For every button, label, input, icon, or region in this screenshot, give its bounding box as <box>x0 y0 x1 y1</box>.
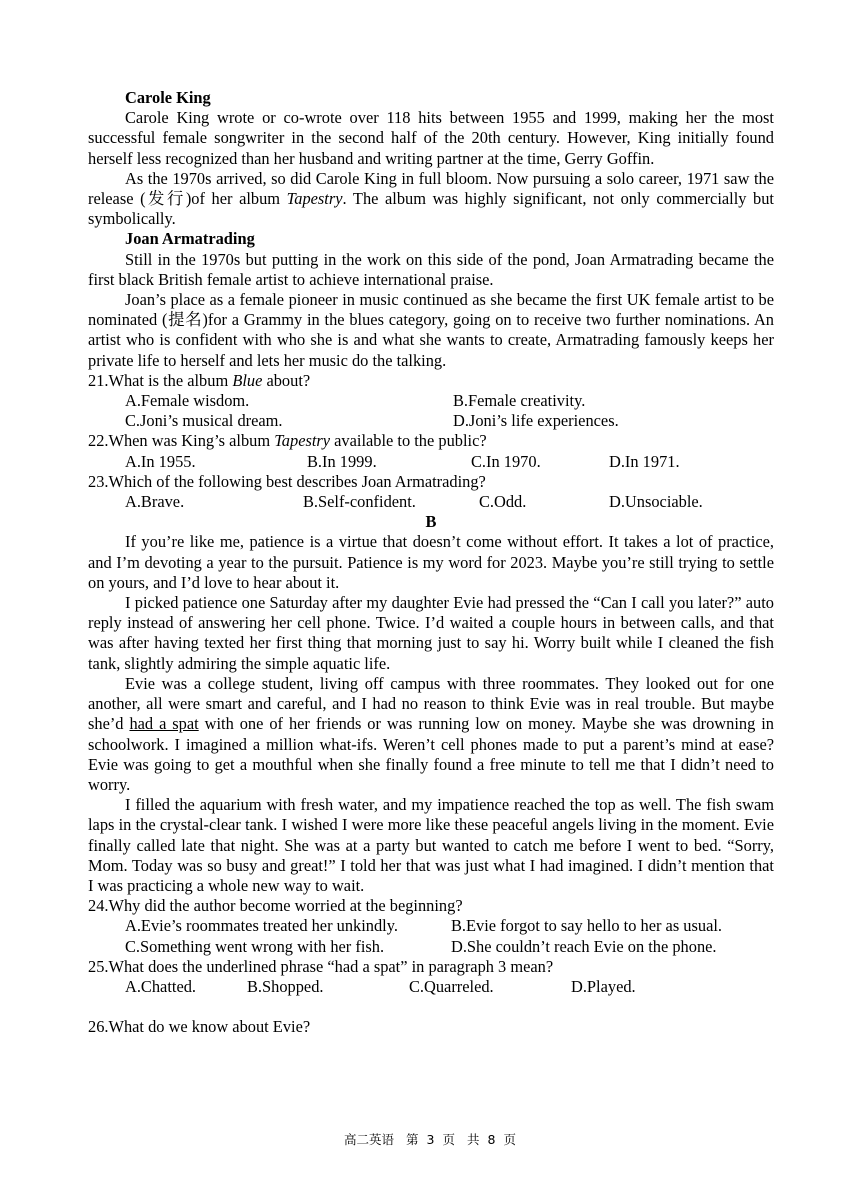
option-d[interactable]: D.Unsociable. <box>609 492 703 512</box>
option-d[interactable]: D.In 1971. <box>609 451 680 471</box>
option-d[interactable]: D.Played. <box>571 976 636 996</box>
album-title: Tapestry <box>274 431 331 451</box>
option-c[interactable]: C.In 1970. <box>471 451 541 471</box>
options-row <box>88 916 774 936</box>
section-b-label: B <box>425 512 437 532</box>
paragraph: Carole King wrote or co-wrote over 118 hits between 1955 and 1999, making her the most successful female songwriter in the second half of the 20th century. However, King initially found herself less recognized than her husband and writing partner at the time, Gerry Goffin. <box>88 108 774 168</box>
option-d[interactable]: D.She couldn’t reach Evie on the phone. <box>451 936 717 956</box>
question-26: 26.What do we know about Evie? <box>88 1017 311 1037</box>
text-run: . The album was highly significant, not only commercially but symbolically. <box>88 189 774 229</box>
question-23: 23.Which of the following best describes Joan Armatrading? <box>88 471 486 491</box>
text-run: 22.When was King’s album <box>88 431 275 451</box>
text-run: Evie was a college student, living off campus with three roommates. They looked out for one another, all were smart and careful, and I had no reason to think Evie was in real trouble. But maybe she’d <box>88 673 774 734</box>
album-title: Tapestry <box>286 189 343 209</box>
paragraph: I picked patience one Saturday after my daughter Evie had pressed the “Can I call you later?” auto reply instead of answering her cell phone. Twice. I’d waited a couple hours in between calls, and that was after having texted her first thing that morning just to say hi. Worry built while I cleaned the fish tank, slightly admiring the simple aquatic life. <box>88 593 774 673</box>
paragraph: If you’re like me, patience is a virtue that doesn’t come without effort. It takes a lot of practice, and I’m devoting a year to the pursuit. Patience is my word for 2023. Maybe you’re still trying to settle on yours, and I’d love to hear about it. <box>88 532 774 592</box>
option-b[interactable]: B.Evie forgot to say hello to her as usual. <box>451 916 723 936</box>
page-content <box>88 88 774 1037</box>
text-run: available to the public? <box>330 431 487 451</box>
options-row <box>88 937 774 957</box>
text-run: 21.What is the album <box>88 370 233 390</box>
footer-total-number: 8 <box>487 1132 496 1147</box>
footer-page-number: 3 <box>426 1132 435 1147</box>
option-a[interactable]: A.In 1955. <box>125 451 196 471</box>
footer-course: 高二英语 <box>344 1132 395 1147</box>
option-a[interactable]: A.Evie’s roommates treated her unkindly. <box>125 916 398 936</box>
option-a[interactable]: A.Female wisdom. <box>125 391 250 411</box>
option-b[interactable]: B.Self-confident. <box>303 492 416 512</box>
paragraph: Still in the 1970s but putting in the work on this side of the pond, Joan Armatrading became the first black British female artist to achieve international praise. <box>88 249 774 289</box>
question-24: 24.Why did the author become worried at the beginning? <box>88 896 463 916</box>
footer-page-suffix: 页 <box>442 1132 455 1147</box>
option-c[interactable]: C.Something went wrong with her fish. <box>125 936 385 956</box>
paragraph: I filled the aquarium with fresh water, and my impatience reached the top as well. The fish swam laps in the crystal-clear tank. I wished I were more like these peaceful angels living in the moment. Evie finally called late that night. She was at a party but wanted to catch me before I went to bed. “Sorry, Mom. Today was so busy and great!” I told her that was just what I had imagined. I didn’t mention that I was practicing a whole new way to wait. <box>88 795 774 895</box>
option-b[interactable]: B.Female creativity. <box>453 391 586 411</box>
album-title: Blue <box>232 370 263 390</box>
option-c[interactable]: C.Quarreled. <box>409 976 494 996</box>
option-b[interactable]: B.In 1999. <box>307 451 377 471</box>
paragraph: Joan’s place as a female pioneer in music continued as she became the first UK female artist to be nominated (提名)for a Grammy in the blues category, going on to receive two further nominations. An artist who is confident with who she is and what she wants to create, Armatrading famously keeps her private life to herself and lets her music do the talking. <box>88 290 774 370</box>
text-run: with one of her friends or was running low on money. Maybe she was drowning in schoolwork. I imagined a million what-ifs. Weren’t cell phones made to put a parent’s mind at ease? Evie was going to get a mouthful when she finally found a free minute to tell me that I didn’t need to worry. <box>88 714 774 794</box>
underlined-phrase: had a spat <box>129 714 199 734</box>
text-run: about? <box>262 370 311 390</box>
page-footer <box>0 1130 860 1148</box>
options-row <box>88 977 774 997</box>
footer-total-prefix: 共 <box>466 1132 480 1147</box>
question-22 <box>88 431 774 451</box>
option-c[interactable]: C.Joni’s musical dream. <box>125 411 283 431</box>
options-row <box>88 452 774 472</box>
options-row <box>88 411 774 431</box>
options-row <box>88 492 774 512</box>
footer-page-prefix: 第 <box>406 1132 419 1147</box>
paragraph <box>88 674 774 795</box>
heading-joan-armatrading: Joan Armatrading <box>125 229 255 249</box>
question-25: 25.What does the underlined phrase “had a spat” in paragraph 3 mean? <box>88 956 554 976</box>
question-21 <box>88 371 774 391</box>
heading-carole-king: Carole King <box>125 88 211 107</box>
option-a[interactable]: A.Brave. <box>125 492 185 512</box>
paragraph <box>88 169 774 230</box>
option-d[interactable]: D.Joni’s life experiences. <box>453 411 619 431</box>
option-a[interactable]: A.Chatted. <box>125 976 197 996</box>
spacer <box>88 997 774 1017</box>
footer-total-suffix: 页 <box>503 1132 516 1147</box>
option-c[interactable]: C.Odd. <box>479 492 527 512</box>
options-row <box>88 391 774 411</box>
option-b[interactable]: B.Shopped. <box>247 976 324 996</box>
text-run: As the 1970s arrived, so did Carole King in full bloom. Now pursuing a solo career, 1971 saw the release (发行)of her album <box>88 168 774 209</box>
